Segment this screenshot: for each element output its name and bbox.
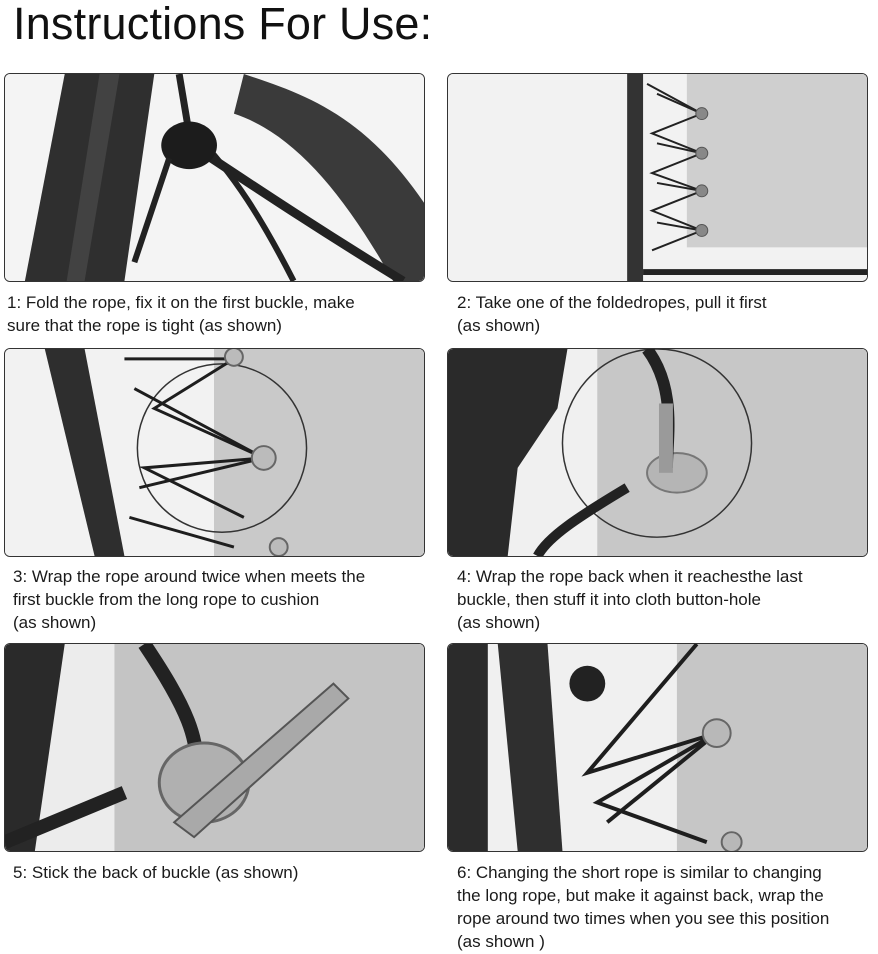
step-4-caption: 4: Wrap the rope back when it reachesthe last buckle, then stuff it into cloth button-hole (as shown) bbox=[457, 567, 803, 632]
step-2-photo bbox=[447, 73, 868, 282]
step-6-caption: 6: Changing the short rope is similar to changing the long rope, but make it against back, wrap the rope around two times when you see this position (as shown ) bbox=[457, 863, 830, 951]
page-title: Instructions For Use: bbox=[13, 0, 433, 49]
step-1-caption: 1: Fold the rope, fix it on the first buckle, make sure that the rope is tight (as shown) bbox=[7, 293, 355, 335]
step-1-photo bbox=[4, 73, 425, 282]
step-3-photo bbox=[4, 348, 425, 557]
step-5-photo bbox=[4, 643, 425, 852]
step-2-caption: 2: Take one of the foldedropes, pull it first (as shown) bbox=[457, 293, 767, 335]
step-5-caption: 5: Stick the back of buckle (as shown) bbox=[13, 863, 299, 882]
step-3-caption: 3: Wrap the rope around twice when meets the first buckle from the long rope to cushion (as shown) bbox=[13, 567, 366, 632]
step-6-photo bbox=[447, 643, 868, 852]
step-4-photo bbox=[447, 348, 868, 557]
